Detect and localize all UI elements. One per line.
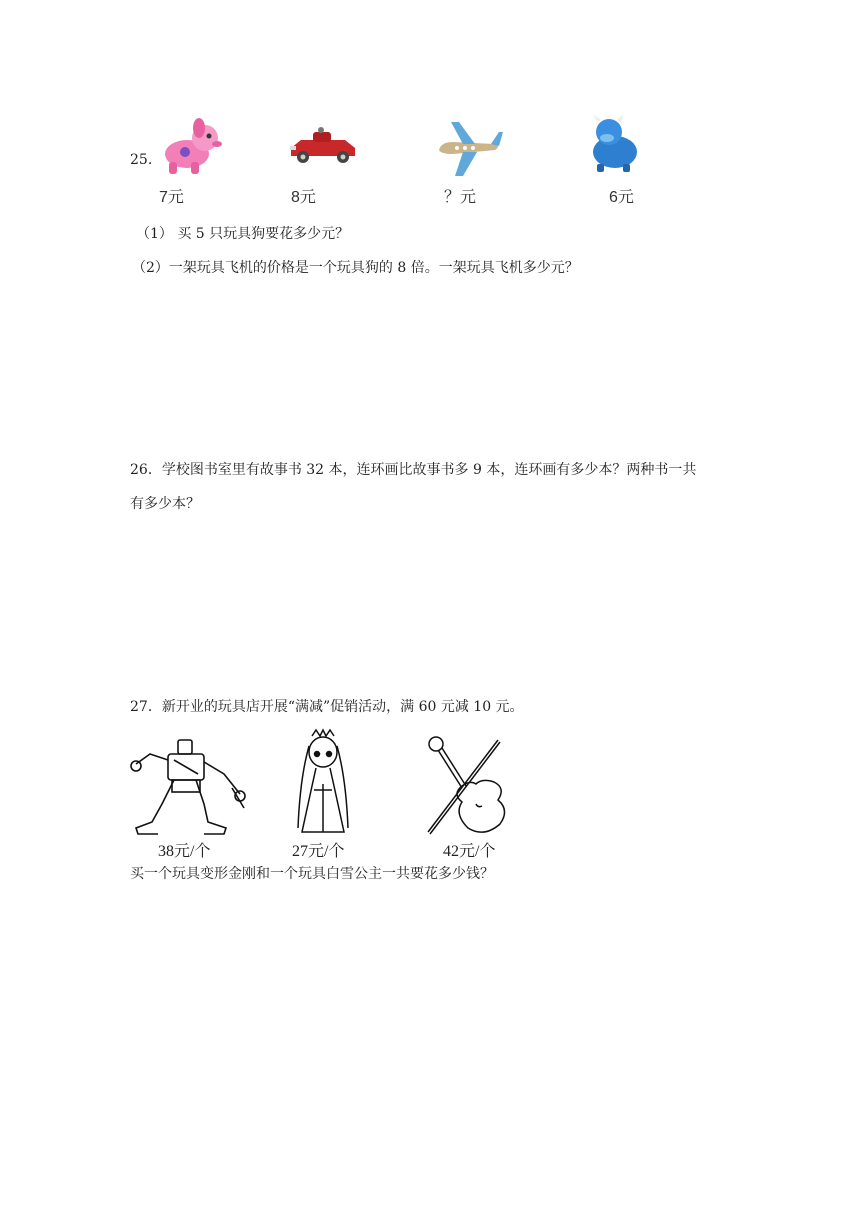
violin-price: 42元/个 <box>443 843 496 860</box>
princess-image <box>288 728 358 836</box>
violin-image <box>418 734 518 838</box>
toy-car-image <box>287 126 359 168</box>
toy-dog-image <box>155 118 225 180</box>
question-27-title: 27．新开业的玩具店开展“满减”促销活动，满 60 元减 10 元。 <box>130 699 524 715</box>
robot-image <box>128 734 248 838</box>
question-25-sub1: （1） 买 5 只玩具狗要花多少元？ <box>136 226 350 242</box>
question-25-sub2: （2）一架玩具飞机的价格是一个玩具狗的 8 倍。一架玩具飞机多少元？ <box>132 260 579 276</box>
toy-plane-image <box>433 120 503 178</box>
question-26-line2: 有多少本？ <box>130 496 200 512</box>
toy-cow-image <box>587 114 643 174</box>
robot-price: 38元/个 <box>158 843 211 860</box>
toy-car-price: 8元 <box>291 189 316 206</box>
toy-dog-price: 7元 <box>159 189 184 206</box>
toy-cow-price: 6元 <box>609 189 634 206</box>
princess-price: 27元/个 <box>292 843 345 860</box>
toy-plane-price: ？元 <box>444 189 477 206</box>
question-27-question: 买一个玩具变形金刚和一个玩具白雪公主一共要花多少钱？ <box>130 866 494 882</box>
question-26-line1: 26．学校图书室里有故事书 32 本，连环画比故事书多 9 本，连环画有多少本？两种书一共 <box>130 462 697 478</box>
question-25-number: 25. <box>130 152 153 168</box>
